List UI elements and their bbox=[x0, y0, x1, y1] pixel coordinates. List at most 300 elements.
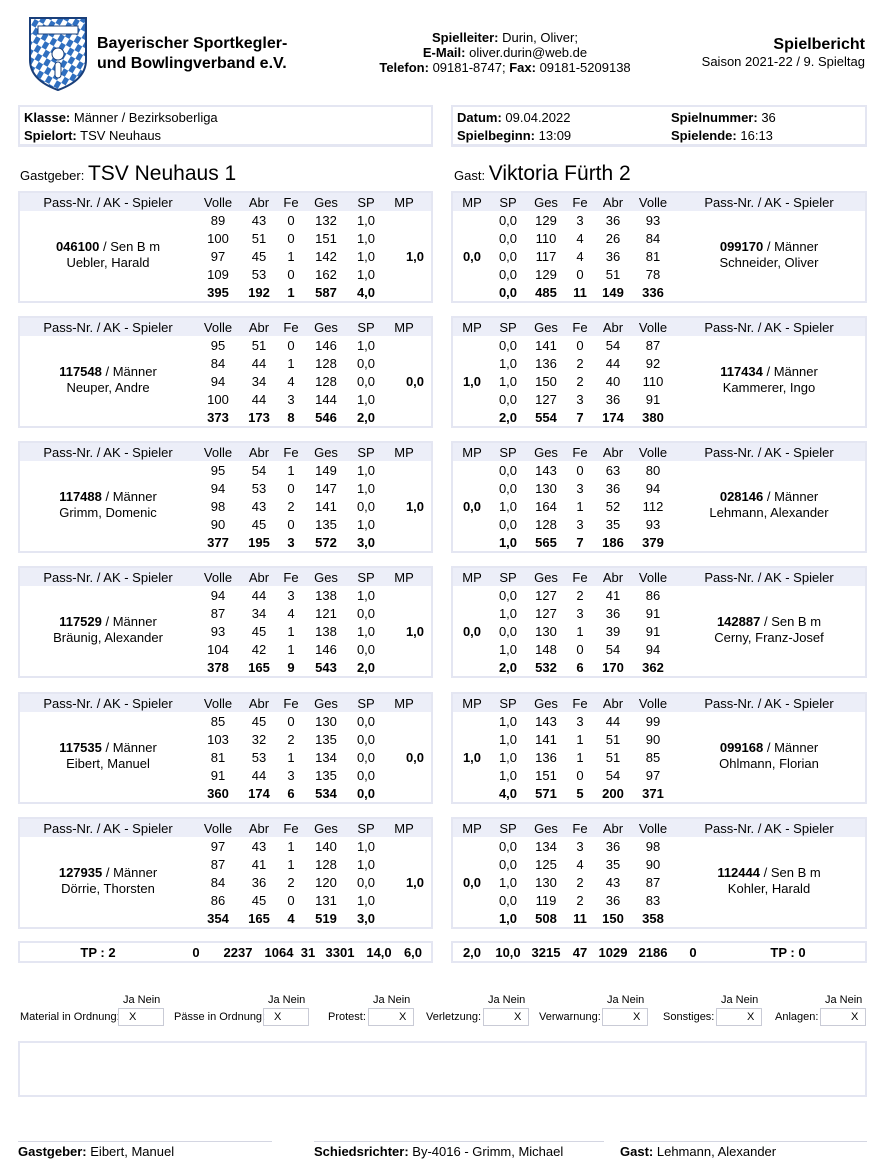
match-points: 0,0 bbox=[405, 374, 425, 389]
score-cell: 93 bbox=[645, 517, 661, 533]
score-cell: 51 bbox=[605, 731, 621, 747]
column-header-sp: SP bbox=[357, 569, 375, 585]
score-cell: 32 bbox=[251, 731, 267, 747]
score-cell: 36 bbox=[605, 392, 621, 408]
score-cell: 103 bbox=[207, 731, 229, 747]
column-header-abr: Abr bbox=[248, 569, 270, 585]
score-cell: 1 bbox=[576, 623, 584, 639]
score-cell: 1 bbox=[287, 462, 295, 478]
score-cell: 3 bbox=[576, 480, 584, 496]
score-cell: 0 bbox=[576, 267, 584, 283]
score-row bbox=[196, 354, 431, 372]
column-header-volle: Volle bbox=[638, 569, 668, 585]
score-cell: 0,0 bbox=[356, 373, 376, 389]
home-player-block bbox=[18, 817, 433, 929]
match-points: 1,0 bbox=[405, 624, 425, 639]
sum-cell: 2,0 bbox=[356, 660, 376, 676]
score-cell: 0,0 bbox=[356, 749, 376, 765]
score-cell: 0,0 bbox=[356, 768, 376, 784]
away-player-block bbox=[451, 566, 867, 678]
score-cell: 142 bbox=[315, 248, 337, 264]
sum-cell: 379 bbox=[642, 535, 664, 551]
score-cell: 0 bbox=[287, 267, 295, 283]
score-cell: 40 bbox=[605, 373, 621, 389]
sum-cell: 572 bbox=[315, 535, 337, 551]
score-cell: 86 bbox=[645, 587, 661, 603]
score-cell: 45 bbox=[251, 893, 267, 909]
column-header-mp: MP bbox=[394, 695, 414, 711]
yes-no-checkbox[interactable] bbox=[263, 1008, 309, 1026]
yes-no-checkbox[interactable] bbox=[820, 1008, 866, 1026]
sum-cell: 6 bbox=[287, 786, 295, 802]
column-header-ges: Ges bbox=[314, 194, 338, 210]
sum-cell: 354 bbox=[207, 911, 229, 927]
score-cell: 132 bbox=[315, 212, 337, 228]
score-cell: 1,0 bbox=[498, 713, 518, 729]
score-row bbox=[196, 266, 431, 284]
column-header-player: Pass-Nr. / AK - Spieler bbox=[43, 569, 173, 585]
sum-cell: 4,0 bbox=[498, 786, 518, 802]
sum-cell: 3,0 bbox=[356, 535, 376, 551]
column-header-fe: Fe bbox=[283, 569, 299, 585]
sum-cell: 0,0 bbox=[498, 285, 518, 301]
player-name: Uebler, Harald bbox=[66, 255, 150, 270]
score-cell: 131 bbox=[315, 893, 337, 909]
ja-nein-header: Ja Nein bbox=[268, 994, 306, 1006]
score-cell: 1,0 bbox=[498, 498, 518, 514]
score-cell: 85 bbox=[210, 713, 226, 729]
score-cell: 162 bbox=[315, 267, 337, 283]
score-cell: 3 bbox=[576, 838, 584, 854]
score-cell: 92 bbox=[645, 355, 661, 371]
player-info: 028146 / Männer Lehmann, Alexander bbox=[673, 489, 865, 521]
score-cell: 93 bbox=[210, 623, 226, 639]
score-row bbox=[196, 873, 431, 891]
score-cell: 127 bbox=[535, 605, 557, 621]
score-cell: 99 bbox=[645, 713, 661, 729]
column-header-mp: MP bbox=[394, 194, 414, 210]
score-cell: 53 bbox=[251, 267, 267, 283]
away-block-header bbox=[453, 193, 865, 211]
score-cell: 0,0 bbox=[498, 267, 518, 283]
score-cell: 146 bbox=[315, 642, 337, 658]
age-class: Männer bbox=[112, 614, 157, 629]
score-cell: 1,0 bbox=[498, 355, 518, 371]
score-cell: 97 bbox=[645, 768, 661, 784]
column-header-fe: Fe bbox=[283, 820, 299, 836]
away-player-block bbox=[451, 692, 867, 804]
score-cell: 42 bbox=[251, 642, 267, 658]
sum-cell: 4,0 bbox=[356, 285, 376, 301]
player-info: 117488 / Männer Grimm, Domenic bbox=[20, 489, 196, 521]
sum-cell: 380 bbox=[642, 410, 664, 426]
score-cell: 3 bbox=[287, 392, 295, 408]
score-row bbox=[196, 892, 431, 910]
score-cell: 121 bbox=[315, 605, 337, 621]
away-totals: 2,0 10,0 3215 47 1029 2186 0 TP : 0 bbox=[451, 941, 867, 963]
match-points: 1,0 bbox=[405, 499, 425, 514]
score-cell: 129 bbox=[535, 267, 557, 283]
score-cell: 140 bbox=[315, 838, 337, 854]
ja-nein-header: Ja Nein bbox=[825, 994, 863, 1006]
sum-cell: 11 bbox=[573, 911, 587, 927]
sum-cell: 7 bbox=[576, 535, 584, 551]
score-cell: 51 bbox=[251, 337, 267, 353]
sum-cell: 519 bbox=[315, 911, 337, 927]
age-class: Männer bbox=[774, 239, 819, 254]
home-block-header bbox=[20, 568, 431, 586]
column-header-ges: Ges bbox=[314, 319, 338, 335]
score-cell: 44 bbox=[251, 392, 267, 408]
score-cell: 35 bbox=[605, 517, 621, 533]
sum-cell: 149 bbox=[602, 285, 624, 301]
score-cell: 0,0 bbox=[498, 856, 518, 872]
player-info: 117548 / Männer Neuper, Andre bbox=[20, 364, 196, 396]
age-class: Männer bbox=[774, 489, 819, 504]
away-block-header bbox=[453, 443, 865, 461]
score-cell: 120 bbox=[315, 874, 337, 890]
score-row bbox=[196, 730, 431, 748]
score-row bbox=[491, 461, 865, 479]
sum-cell: 170 bbox=[602, 660, 624, 676]
sum-cell: 546 bbox=[315, 410, 337, 426]
column-header-mp: MP bbox=[462, 319, 482, 335]
player-name: Schneider, Oliver bbox=[719, 255, 819, 270]
score-cell: 1,0 bbox=[356, 230, 376, 246]
check-mark: X bbox=[851, 1011, 859, 1023]
score-cell: 1,0 bbox=[356, 856, 376, 872]
score-cell: 4 bbox=[287, 605, 295, 621]
sum-cell: 336 bbox=[642, 285, 664, 301]
sum-cell: 1 bbox=[287, 285, 295, 301]
score-row bbox=[196, 391, 431, 409]
column-header-fe: Fe bbox=[572, 319, 588, 335]
sum-cell: 192 bbox=[248, 285, 270, 301]
score-cell: 151 bbox=[315, 230, 337, 246]
player-info: 099170 / Männer Schneider, Oliver bbox=[673, 239, 865, 271]
away-block-header bbox=[453, 694, 865, 712]
sum-row bbox=[491, 534, 865, 552]
column-header-abr: Abr bbox=[248, 820, 270, 836]
check-mark: X bbox=[399, 1011, 407, 1023]
player-name: Ohlmann, Florian bbox=[719, 756, 819, 771]
score-cell: 134 bbox=[315, 749, 337, 765]
column-header-volle: Volle bbox=[203, 695, 233, 711]
score-cell: 1 bbox=[576, 731, 584, 747]
score-cell: 36 bbox=[605, 838, 621, 854]
check-label: Protest: bbox=[328, 1011, 366, 1023]
score-cell: 34 bbox=[251, 373, 267, 389]
score-row bbox=[196, 479, 431, 497]
score-cell: 0,0 bbox=[356, 355, 376, 371]
score-cell: 95 bbox=[210, 462, 226, 478]
score-cell: 100 bbox=[207, 230, 229, 246]
yes-no-checkbox[interactable] bbox=[368, 1008, 414, 1026]
column-header-player: Pass-Nr. / AK - Spieler bbox=[43, 194, 173, 210]
column-header-volle: Volle bbox=[638, 319, 668, 335]
score-cell: 45 bbox=[251, 713, 267, 729]
score-cell: 117 bbox=[535, 248, 557, 264]
score-cell: 1 bbox=[287, 248, 295, 264]
match-points: 0,0 bbox=[405, 750, 425, 765]
sum-cell: 9 bbox=[287, 660, 295, 676]
score-cell: 0,0 bbox=[498, 517, 518, 533]
player-name: Neuper, Andre bbox=[66, 380, 150, 395]
score-cell: 1 bbox=[287, 856, 295, 872]
score-cell: 90 bbox=[645, 856, 661, 872]
sum-cell: 3,0 bbox=[356, 911, 376, 927]
score-cell: 3 bbox=[576, 517, 584, 533]
score-row bbox=[491, 211, 865, 229]
score-cell: 0 bbox=[576, 337, 584, 353]
home-player-block bbox=[18, 191, 433, 303]
score-cell: 4 bbox=[576, 230, 584, 246]
score-cell: 104 bbox=[207, 642, 229, 658]
match-points: 1,0 bbox=[405, 875, 425, 890]
sum-row bbox=[196, 284, 431, 302]
sum-cell: 565 bbox=[535, 535, 557, 551]
column-header-sp: SP bbox=[499, 695, 517, 711]
home-player-block bbox=[18, 441, 433, 553]
column-header-ges: Ges bbox=[534, 444, 558, 460]
column-header-volle: Volle bbox=[203, 194, 233, 210]
column-header-volle: Volle bbox=[203, 319, 233, 335]
pass-number: 028146 bbox=[719, 489, 764, 504]
column-header-abr: Abr bbox=[602, 695, 624, 711]
column-header-ges: Ges bbox=[534, 820, 558, 836]
score-cell: 1,0 bbox=[356, 587, 376, 603]
score-cell: 87 bbox=[210, 605, 226, 621]
score-cell: 138 bbox=[315, 587, 337, 603]
score-cell: 0,0 bbox=[356, 642, 376, 658]
score-cell: 0 bbox=[576, 642, 584, 658]
score-cell: 1 bbox=[287, 838, 295, 854]
away-block-header bbox=[453, 819, 865, 837]
check-label: Verwarnung: bbox=[539, 1011, 601, 1023]
score-cell: 3 bbox=[576, 713, 584, 729]
player-name: Kammerer, Ingo bbox=[722, 380, 816, 395]
score-cell: 45 bbox=[251, 248, 267, 264]
column-header-ges: Ges bbox=[534, 319, 558, 335]
column-header-fe: Fe bbox=[572, 444, 588, 460]
ja-nein-header: Ja Nein bbox=[488, 994, 526, 1006]
score-cell: 1,0 bbox=[498, 605, 518, 621]
score-row bbox=[491, 336, 865, 354]
score-cell: 89 bbox=[210, 212, 226, 228]
check-label: Verletzung: bbox=[426, 1011, 482, 1023]
pass-number: 142887 bbox=[716, 614, 761, 629]
column-header-player: Pass-Nr. / AK - Spieler bbox=[704, 695, 834, 711]
ja-nein-header: Ja Nein bbox=[373, 994, 411, 1006]
score-cell: 129 bbox=[535, 212, 557, 228]
column-header-sp: SP bbox=[499, 444, 517, 460]
sum-cell: 2,0 bbox=[498, 660, 518, 676]
column-header-mp: MP bbox=[462, 820, 482, 836]
column-header-sp: SP bbox=[499, 820, 517, 836]
score-cell: 0 bbox=[576, 768, 584, 784]
sum-cell: 174 bbox=[248, 786, 270, 802]
check-mark: X bbox=[274, 1011, 282, 1023]
score-cell: 0 bbox=[287, 230, 295, 246]
score-cell: 54 bbox=[605, 768, 621, 784]
column-header-player: Pass-Nr. / AK - Spieler bbox=[43, 820, 173, 836]
score-cell: 150 bbox=[535, 373, 557, 389]
score-cell: 2 bbox=[576, 355, 584, 371]
sum-cell: 0,0 bbox=[356, 786, 376, 802]
check-label: Material in Ordnung: bbox=[20, 1011, 120, 1023]
score-row bbox=[196, 712, 431, 730]
score-cell: 143 bbox=[535, 713, 557, 729]
score-cell: 36 bbox=[605, 212, 621, 228]
score-row bbox=[196, 748, 431, 766]
ja-nein-header: Ja Nein bbox=[607, 994, 645, 1006]
score-row bbox=[491, 712, 865, 730]
score-cell: 54 bbox=[605, 337, 621, 353]
report-title: Spielbericht Saison 2021-22 / 9. Spieltag bbox=[701, 36, 865, 69]
score-cell: 1,0 bbox=[498, 373, 518, 389]
score-cell: 0 bbox=[287, 893, 295, 909]
column-header-player: Pass-Nr. / AK - Spieler bbox=[704, 319, 834, 335]
match-points: 0,0 bbox=[462, 499, 482, 514]
score-cell: 51 bbox=[605, 267, 621, 283]
column-header-fe: Fe bbox=[283, 695, 299, 711]
score-cell: 0 bbox=[287, 337, 295, 353]
score-cell: 87 bbox=[645, 337, 661, 353]
score-cell: 94 bbox=[645, 480, 661, 496]
column-header-player: Pass-Nr. / AK - Spieler bbox=[704, 569, 834, 585]
score-row bbox=[196, 604, 431, 622]
yes-no-checkbox[interactable] bbox=[716, 1008, 762, 1026]
score-cell: 36 bbox=[605, 605, 621, 621]
remarks-box[interactable] bbox=[18, 1041, 867, 1097]
score-cell: 146 bbox=[315, 337, 337, 353]
score-cell: 43 bbox=[251, 838, 267, 854]
score-cell: 135 bbox=[315, 768, 337, 784]
sum-cell: 7 bbox=[576, 410, 584, 426]
check-label: Sonstiges: bbox=[663, 1011, 715, 1023]
sum-cell: 358 bbox=[642, 911, 664, 927]
column-header-sp: SP bbox=[499, 569, 517, 585]
column-header-player: Pass-Nr. / AK - Spieler bbox=[704, 820, 834, 836]
score-cell: 136 bbox=[535, 749, 557, 765]
score-row bbox=[196, 855, 431, 873]
score-row bbox=[196, 229, 431, 247]
score-cell: 87 bbox=[645, 874, 661, 890]
score-cell: 2 bbox=[576, 587, 584, 603]
check-label: Anlagen: bbox=[775, 1011, 819, 1023]
column-header-player: Pass-Nr. / AK - Spieler bbox=[43, 444, 173, 460]
score-cell: 138 bbox=[315, 623, 337, 639]
score-row bbox=[491, 837, 865, 855]
match-points: 0,0 bbox=[462, 875, 482, 890]
column-header-mp: MP bbox=[462, 569, 482, 585]
score-row bbox=[196, 247, 431, 265]
away-player-block bbox=[451, 441, 867, 553]
home-totals: TP : 2 0 2237 1064 31 3301 14,0 6,0 bbox=[18, 941, 433, 963]
score-cell: 98 bbox=[645, 838, 661, 854]
score-row bbox=[196, 837, 431, 855]
score-cell: 81 bbox=[210, 749, 226, 765]
home-block-header bbox=[20, 694, 431, 712]
score-cell: 0,0 bbox=[498, 838, 518, 854]
sum-cell: 11 bbox=[573, 285, 587, 301]
score-cell: 2 bbox=[287, 874, 295, 890]
column-header-abr: Abr bbox=[602, 820, 624, 836]
player-info: 099168 / Männer Ohlmann, Florian bbox=[673, 740, 865, 772]
score-cell: 0,0 bbox=[498, 248, 518, 264]
score-cell: 36 bbox=[251, 874, 267, 890]
sum-cell: 373 bbox=[207, 410, 229, 426]
column-header-sp: SP bbox=[357, 319, 375, 335]
age-class: Männer bbox=[113, 865, 158, 880]
score-cell: 36 bbox=[605, 893, 621, 909]
score-cell: 90 bbox=[645, 731, 661, 747]
home-player-block bbox=[18, 692, 433, 804]
match-points: 0,0 bbox=[462, 249, 482, 264]
score-cell: 87 bbox=[210, 856, 226, 872]
score-cell: 34 bbox=[251, 605, 267, 621]
score-cell: 141 bbox=[315, 498, 337, 514]
yes-no-checkbox[interactable] bbox=[483, 1008, 529, 1026]
sum-row bbox=[196, 409, 431, 427]
score-cell: 1,0 bbox=[356, 392, 376, 408]
away-block-header bbox=[453, 318, 865, 336]
column-header-abr: Abr bbox=[602, 319, 624, 335]
yes-no-checkbox[interactable] bbox=[602, 1008, 648, 1026]
score-cell: 0 bbox=[287, 517, 295, 533]
bskv-logo bbox=[26, 14, 90, 92]
away-signature: Gast: Lehmann, Alexander bbox=[620, 1141, 867, 1159]
score-cell: 0,0 bbox=[498, 337, 518, 353]
pass-number: 117535 bbox=[59, 740, 102, 755]
score-cell: 94 bbox=[210, 373, 226, 389]
score-cell: 4 bbox=[576, 856, 584, 872]
score-cell: 1,0 bbox=[356, 893, 376, 909]
ja-nein-header: Ja Nein bbox=[123, 994, 161, 1006]
player-info: 117434 / Männer Kammerer, Ingo bbox=[673, 364, 865, 396]
column-header-ges: Ges bbox=[534, 569, 558, 585]
home-block-header bbox=[20, 443, 431, 461]
score-cell: 95 bbox=[210, 337, 226, 353]
column-header-mp: MP bbox=[394, 569, 414, 585]
column-header-fe: Fe bbox=[283, 444, 299, 460]
sum-cell: 150 bbox=[602, 911, 624, 927]
score-cell: 1 bbox=[287, 355, 295, 371]
score-cell: 119 bbox=[535, 893, 557, 909]
column-header-volle: Volle bbox=[638, 444, 668, 460]
score-cell: 149 bbox=[315, 462, 337, 478]
yes-no-checkbox[interactable] bbox=[118, 1008, 164, 1026]
score-cell: 3 bbox=[576, 212, 584, 228]
score-cell: 144 bbox=[315, 392, 337, 408]
age-class: Männer bbox=[112, 364, 157, 379]
score-cell: 0,0 bbox=[498, 212, 518, 228]
score-cell: 93 bbox=[645, 212, 661, 228]
score-cell: 35 bbox=[605, 856, 621, 872]
player-name: Grimm, Domenic bbox=[59, 505, 157, 520]
column-header-volle: Volle bbox=[203, 444, 233, 460]
score-cell: 100 bbox=[207, 392, 229, 408]
sum-row bbox=[491, 785, 865, 803]
score-cell: 94 bbox=[210, 587, 226, 603]
score-cell: 1,0 bbox=[498, 874, 518, 890]
player-name: Eibert, Manuel bbox=[66, 756, 150, 771]
sum-row bbox=[491, 910, 865, 928]
column-header-player: Pass-Nr. / AK - Spieler bbox=[43, 319, 173, 335]
score-row bbox=[491, 586, 865, 604]
score-cell: 41 bbox=[605, 587, 621, 603]
score-cell: 44 bbox=[251, 355, 267, 371]
